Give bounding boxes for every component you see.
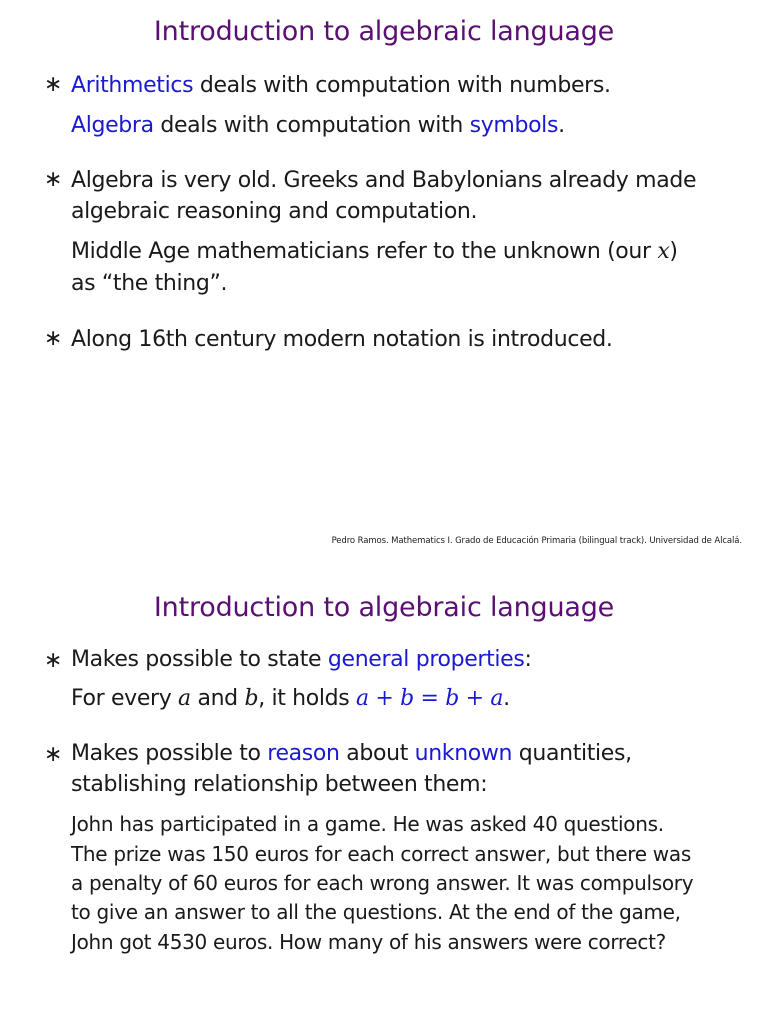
variable-b: b xyxy=(244,686,259,711)
notation-line: Along 16th century modern notation is introduced. xyxy=(71,327,613,352)
variable-x: x xyxy=(657,239,670,264)
history-line-2: algebraic reasoning and computation. xyxy=(71,199,478,224)
bullet-algebra-line xyxy=(71,110,565,141)
text: about xyxy=(339,741,415,766)
text: and xyxy=(190,686,245,711)
slide-footer: Pedro Ramos. Mathematics I. Grado de Educación Primaria (bilingual track). Universidad de Alcalá. xyxy=(331,536,742,546)
text: deals with computation with numbers. xyxy=(193,73,611,98)
text: Middle Age mathematicians refer to the unknown (our xyxy=(71,239,658,264)
text: : xyxy=(524,647,532,672)
text: Makes possible to xyxy=(71,741,268,766)
term-reason: reason xyxy=(267,741,340,766)
problem-line-3: a penalty of 60 euros for each wrong answer. It was compulsory xyxy=(71,871,694,895)
bullet-marker: ∗ xyxy=(44,326,63,351)
term-algebra: Algebra xyxy=(71,113,154,138)
term-arithmetics: Arithmetics xyxy=(71,73,194,98)
slide-2 xyxy=(0,575,768,1024)
problem-line-4: to give an answer to all the questions. At the end of the game, xyxy=(71,900,681,924)
history-line-4: as “the thing”. xyxy=(71,271,228,296)
slide-title: Introduction to algebraic language xyxy=(153,592,615,623)
text: ) xyxy=(669,239,678,264)
problem-line-2: The prize was 150 euros for each correct answer, but there was xyxy=(71,842,691,866)
text: deals with computation with xyxy=(153,113,470,138)
commutative-line xyxy=(71,683,510,714)
bullet-arithmetics-line xyxy=(71,70,611,101)
text: quantities, xyxy=(512,741,632,766)
commutative-equation: a + b = b + a xyxy=(356,686,504,711)
text: Makes possible to state xyxy=(71,647,328,672)
bullet-marker: ∗ xyxy=(44,648,63,673)
history-line-3 xyxy=(71,236,678,267)
text: . xyxy=(558,113,565,138)
term-general-properties: general properties xyxy=(327,647,525,672)
history-line-1: Algebra is very old. Greeks and Babylonians already made xyxy=(71,168,697,193)
properties-line xyxy=(71,644,532,675)
bullet-marker: ∗ xyxy=(44,72,63,97)
problem-line-1: John has participated in a game. He was asked 40 questions. xyxy=(71,812,664,836)
reason-line xyxy=(71,738,632,769)
problem-line-5: John got 4530 euros. How many of his answers were correct? xyxy=(71,930,666,954)
relationship-line: stablishing relationship between them: xyxy=(71,772,488,797)
text: For every xyxy=(71,686,179,711)
bullet-marker: ∗ xyxy=(44,742,63,767)
term-unknown: unknown xyxy=(414,741,513,766)
variable-a: a xyxy=(178,686,191,711)
text: . xyxy=(503,686,510,711)
text: , it holds xyxy=(258,686,356,711)
bullet-marker: ∗ xyxy=(44,167,63,192)
term-symbols: symbols xyxy=(469,113,559,138)
slide-title: Introduction to algebraic language xyxy=(153,16,615,47)
